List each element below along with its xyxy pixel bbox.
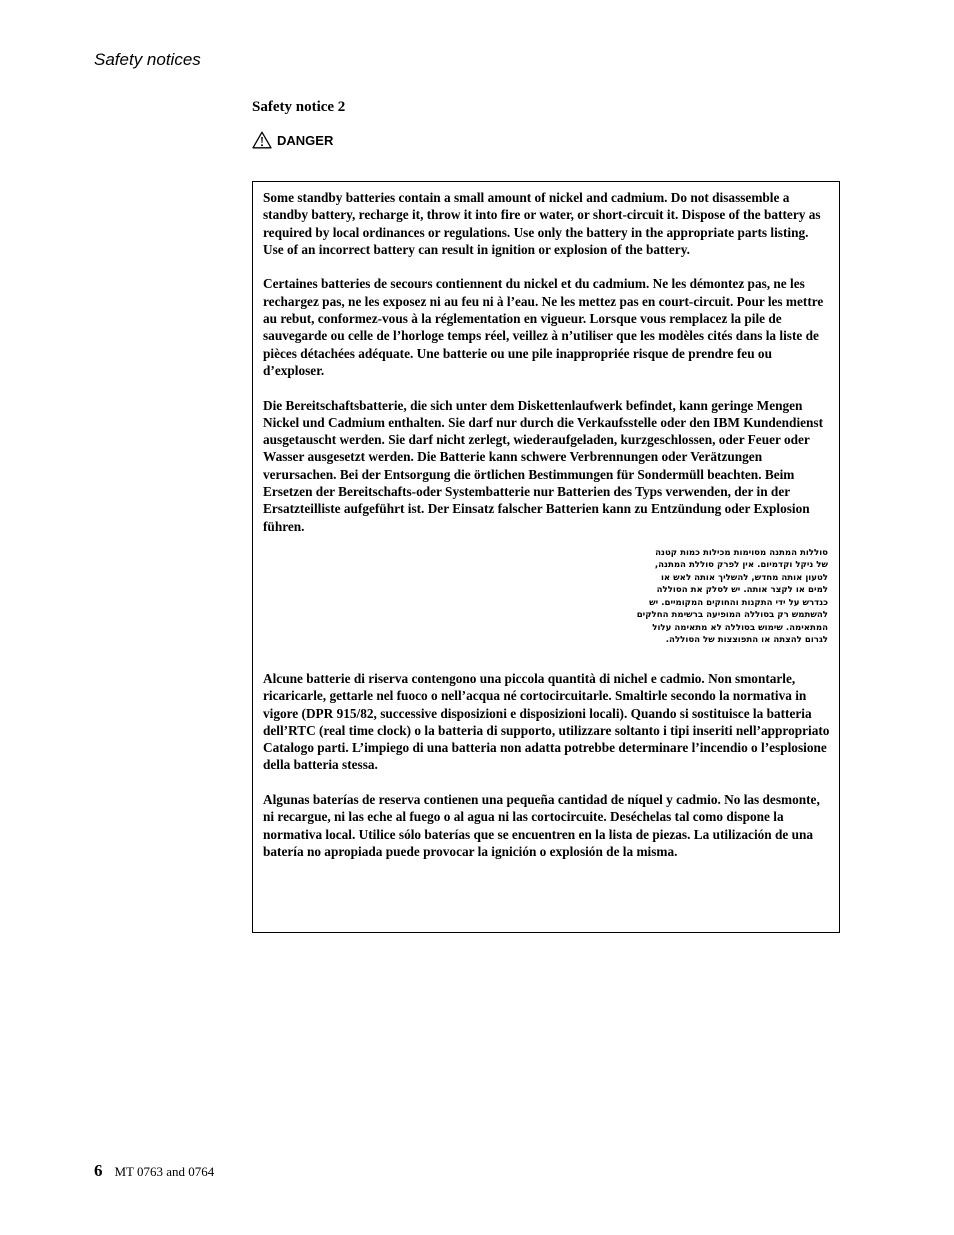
- notice-title: Safety notice 2: [252, 99, 346, 115]
- notice-spanish: Algunas baterías de reserva contienen una pequeña cantidad de níquel y cadmio. No las desmonte, ni recargue, ni las eche al fuego o al agua ni las cortocircuite. Deséchelas tal como dispone la normativa local. Utilice sólo baterías que se encuentren en la lista de piezas. La utilización de una batería no apropiada puede provocar la ignición o explosión de la misma.: [263, 792, 820, 859]
- danger-label: [252, 131, 333, 149]
- hebrew-line: של ניקל וקדמיום. אין לפרק סוללת המתנה,: [654, 560, 828, 571]
- notice-german: Die Bereitschaftsbatterie, die sich unter dem Diskettenlaufwerk befindet, kann geringe Mengen Nickel und Cadmium enthalten. Sie darf nur durch die Verkaufsstelle oder den IBM Kundendienst ausgetauscht werden. Sie darf nicht zerlegt, wiederaufgeladen, kurzgeschlossen, oder Feuer oder Wasser ausgesetzt werden. Die Batterie kann schwere Verbrennungen oder Verätzungen verursachen. Bei der Entsorgung die örtlichen Bestimmungen für Sondermüll beachten. Beim Ersetzen der Bereitschafts-oder Systembatterie nur Batterien des Typs verwenden, der in der Ersatzteilliste aufgeführt ist. Der Einsatz falscher Batterien kann zu Entzündung oder Explosion führen.: [263, 397, 824, 534]
- running-head: Safety notices: [94, 50, 201, 69]
- hebrew-line: סוללות המתנה מסוימות מכילות כמות קטנה: [655, 547, 828, 558]
- page-number: 6: [94, 1161, 103, 1180]
- danger-text: DANGER: [277, 132, 334, 148]
- hebrew-line: להשתמש רק בסוללה המופיעה ברשימת החלקים: [636, 610, 828, 621]
- hebrew-line: לגרום להצתה או התפוצצות של הסוללה.: [665, 635, 828, 646]
- notice-italian: Alcune batterie di riserva contengono una piccola quantità di nichel e cadmio. Non smontarle, ricaricarle, gettarle nel fuoco o nell’acqua né cortocircuitarle. Smaltirle secondo la normativa in vigore (DPR 915/82, successive disposizioni e disposizioni locali). Quando si sostituisce la batteria dell’RTC (real time clock) o la batteria di supporto, utilizzare soltanto i tipi inseriti nell’appropriato Catalogo parti. L’impiego di una batteria non adatta potrebbe determinare l’incendio o l’esplosione della batteria stessa.: [263, 670, 830, 773]
- hebrew-line: המתאימה. שימוש בסוללה לא מתאימה עלול: [652, 622, 828, 633]
- hebrew-line: למים או לקצר אותה. יש לסלק את הסוללה: [656, 585, 828, 596]
- document-id: MT 0763 and 0764: [114, 1164, 215, 1179]
- notice-english: Some standby batteries contain a small amount of nickel and cadmium. Do not disassemble a standby battery, recharge it, throw it into fire or water, or short-circuit it. Dispose of the battery as required by local ordinances or regulations. Use only the battery in the appropriate parts listing. Use of an incorrect battery can result in ignition or explosion of the battery.: [263, 190, 821, 257]
- notice-hebrew: [263, 547, 830, 647]
- warning-triangle-icon: [252, 131, 272, 149]
- notice-french: Certaines batteries de secours contiennent du nickel et du cadmium. Ne les démontez pas, ne les rechargez pas, ne les exposez ni au feu ni à l’eau. Ne les mettez pas en court-circuit. Pour les mettre au rebut, conformez-vous à la réglementation en vigueur. Lorsque vous remplacez la pile de sauvegarde ou celle de l’horloge temps réel, veillez à n’utiliser que les modèles cités dans la liste de pièces détachées adéquate. Une batterie ou une pile inappropriée risque de prendre feu ou d’exploser.: [263, 276, 824, 378]
- page-footer: [94, 1161, 214, 1181]
- hebrew-line: כנדרש על ידי התקנות והחוקים המקומיים. יש: [649, 597, 828, 608]
- hebrew-line: לטעון אותה מחדש, להשליך אותה לאש או: [660, 572, 828, 583]
- danger-notice-box: [252, 181, 840, 933]
